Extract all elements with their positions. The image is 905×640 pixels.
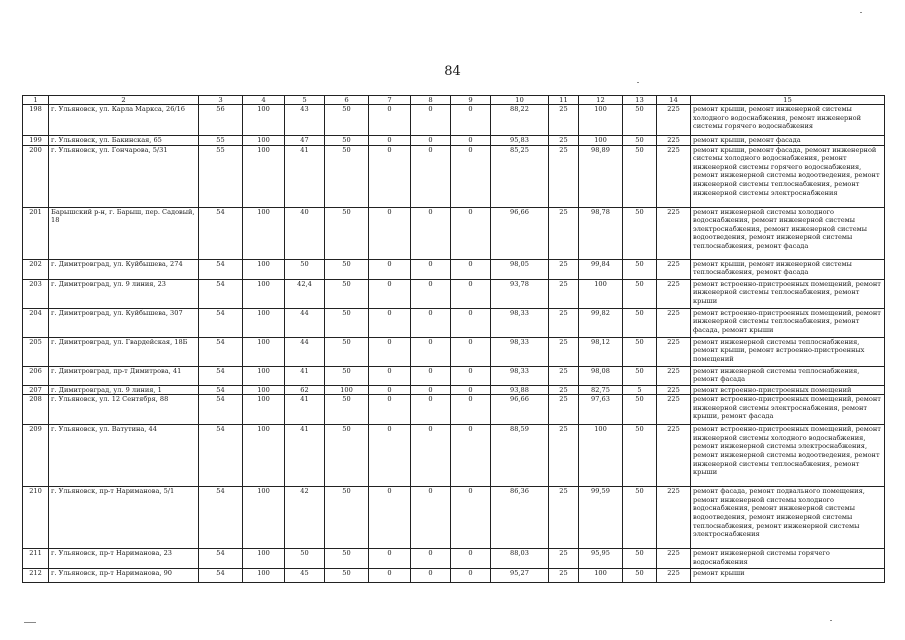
address-cell: г. Димитровград, ул. 9 линия, 23 [49,279,199,308]
table-cell: 54 [199,549,243,569]
table-cell: 225 [657,425,691,487]
column-header-2: 2 [49,96,199,105]
table-cell: 100 [243,207,285,259]
table-cell: 97,63 [579,395,623,425]
works-cell: ремонт крыши, ремонт инженерной системы теплоснабжения, ремонт фасада [691,259,885,279]
works-cell: ремонт фасада, ремонт подвального помещения, ремонт инженерной системы холодного водоснабжения, ремонт инженерной системы водоотведения, ремонт инженерной системы теплоснабжения, ремонт инженерной системы электроснабжения [691,487,885,549]
table-cell: 54 [199,259,243,279]
table-cell: 54 [199,366,243,385]
scan-speck [24,622,36,623]
table-cell: 86,36 [491,487,549,549]
column-header-9: 9 [451,96,491,105]
column-header-14: 14 [657,96,691,105]
table-cell: 0 [411,105,451,136]
table-row [23,136,885,146]
table-cell: 50 [325,308,369,337]
table-cell: 0 [451,425,491,487]
table-cell: 0 [451,207,491,259]
table-cell: 100 [243,569,285,583]
table-cell: 93,88 [491,385,549,395]
table-cell: 50 [623,145,657,207]
table-cell: 93,78 [491,279,549,308]
scan-speck [860,12,862,13]
row-number-cell: 212 [23,569,49,583]
table-cell: 98,33 [491,337,549,366]
table-cell: 225 [657,136,691,146]
table-cell: 99,59 [579,487,623,549]
table-cell: 0 [369,487,411,549]
table-cell: 100 [243,487,285,549]
works-cell: ремонт встроенно-пристроенных помещений, ремонт инженерной системы холодного водоснабжения, ремонт инженерной системы электроснабжения, ремонт инженерной системы водоотведения, ремонт инженерной системы теплоснабжения, ремонт крыши [691,425,885,487]
table-cell: 100 [243,259,285,279]
column-header-4: 4 [243,96,285,105]
table-cell: 54 [199,279,243,308]
table-cell: 225 [657,395,691,425]
table-cell: 50 [325,207,369,259]
table-cell: 41 [285,366,325,385]
table-cell: 25 [549,487,579,549]
table-cell: 50 [285,549,325,569]
address-cell: г. Ульяновск, ул. 12 Сентября, 88 [49,395,199,425]
table-cell: 0 [411,366,451,385]
works-cell: ремонт инженерной системы горячего водоснабжения [691,549,885,569]
table-cell: 0 [369,105,411,136]
table-cell: 98,33 [491,308,549,337]
table-cell: 50 [325,569,369,583]
table-cell: 225 [657,279,691,308]
table-cell: 82,75 [579,385,623,395]
table-cell: 50 [325,395,369,425]
row-number-cell: 202 [23,259,49,279]
data-table [22,95,885,583]
address-cell: г. Ульяновск, ул. Бакинская, 65 [49,136,199,146]
table-cell: 100 [579,279,623,308]
table-cell: 50 [325,105,369,136]
table-cell: 96,66 [491,207,549,259]
works-cell: ремонт встроенно-пристроенных помещений, ремонт инженерной системы теплоснабжения, ремонт фасада, ремонт крыши [691,308,885,337]
table-cell: 50 [325,259,369,279]
address-cell: г. Димитровград, пр-т Димитрова, 41 [49,366,199,385]
table-cell: 225 [657,549,691,569]
table-cell: 0 [369,207,411,259]
table-cell: 50 [325,487,369,549]
table-cell: 0 [451,259,491,279]
address-cell: г. Ульяновск, пр-т Нариманова, 90 [49,569,199,583]
table-cell: 50 [623,337,657,366]
table-cell: 0 [411,425,451,487]
row-number-cell: 204 [23,308,49,337]
works-cell: ремонт крыши [691,569,885,583]
table-cell: 98,08 [579,366,623,385]
table-cell: 25 [549,366,579,385]
table-cell: 100 [579,136,623,146]
table-cell: 95,95 [579,549,623,569]
table-cell: 88,59 [491,425,549,487]
address-cell: г. Димитровград, ул. Гвардейская, 18Б [49,337,199,366]
table-cell: 54 [199,207,243,259]
table-row [23,337,885,366]
table-cell: 50 [623,569,657,583]
table-cell: 0 [369,385,411,395]
table-cell: 0 [411,259,451,279]
table-cell: 47 [285,136,325,146]
table-cell: 50 [325,145,369,207]
table-cell: 50 [623,207,657,259]
address-cell: г. Ульяновск, ул. Карла Маркса, 26/16 [49,105,199,136]
address-cell: Барышский р-н, г. Барыш, пер. Садовый, 18 [49,207,199,259]
table-cell: 95,83 [491,136,549,146]
row-number-cell: 208 [23,395,49,425]
table-cell: 98,33 [491,366,549,385]
column-header-7: 7 [369,96,411,105]
table-cell: 5 [623,385,657,395]
works-cell: ремонт инженерной системы теплоснабжения, ремонт крыши, ремонт встроенно-пристроенных помещений [691,337,885,366]
table-cell: 42 [285,487,325,549]
table-cell: 225 [657,487,691,549]
table-cell: 99,84 [579,259,623,279]
table-cell: 100 [243,395,285,425]
table-row [23,207,885,259]
table-cell: 100 [579,105,623,136]
table-cell: 25 [549,105,579,136]
table-cell: 98,78 [579,207,623,259]
table-cell: 95,27 [491,569,549,583]
row-number-cell: 200 [23,145,49,207]
table-cell: 50 [325,337,369,366]
table-cell: 50 [623,105,657,136]
table-cell: 50 [623,136,657,146]
scan-speck [637,82,639,83]
row-number-cell: 210 [23,487,49,549]
table-row [23,549,885,569]
table-cell: 100 [325,385,369,395]
table-cell: 41 [285,425,325,487]
address-cell: г. Димитровград, ул. Куйбышева, 307 [49,308,199,337]
table-cell: 50 [623,425,657,487]
table-cell: 0 [411,385,451,395]
table-cell: 225 [657,308,691,337]
table-cell: 54 [199,337,243,366]
table-cell: 50 [623,549,657,569]
table-cell: 225 [657,385,691,395]
table-cell: 62 [285,385,325,395]
scan-speck [830,620,832,621]
table-cell: 0 [369,337,411,366]
table-cell: 40 [285,207,325,259]
table-cell: 55 [199,136,243,146]
works-cell: ремонт крыши, ремонт фасада [691,136,885,146]
table-cell: 0 [451,136,491,146]
table-cell: 0 [451,385,491,395]
table-cell: 0 [369,145,411,207]
table-body [23,105,885,583]
column-header-8: 8 [411,96,451,105]
column-header-10: 10 [491,96,549,105]
works-cell: ремонт инженерной системы холодного водоснабжения, ремонт инженерной системы электроснабжения, ремонт инженерной системы водоотведения, ремонт инженерной системы теплоснабжения, ремонт фасада [691,207,885,259]
table-cell: 25 [549,549,579,569]
table-cell: 56 [199,105,243,136]
table-cell: 54 [199,569,243,583]
table-cell: 0 [411,549,451,569]
column-header-11: 11 [549,96,579,105]
table-cell: 0 [369,259,411,279]
table-cell: 50 [285,259,325,279]
table-cell: 0 [369,136,411,146]
table-cell: 0 [451,308,491,337]
table-cell: 50 [623,308,657,337]
row-number-cell: 207 [23,385,49,395]
table-cell: 85,25 [491,145,549,207]
table-cell: 0 [369,425,411,487]
table-cell: 0 [451,145,491,207]
table-cell: 100 [243,279,285,308]
table-cell: 25 [549,569,579,583]
table-cell: 50 [325,425,369,487]
table-cell: 0 [451,549,491,569]
address-cell: г. Димитровград, ул. 9 линия, 1 [49,385,199,395]
row-number-cell: 211 [23,549,49,569]
table-cell: 42,4 [285,279,325,308]
table-cell: 25 [549,308,579,337]
table-cell: 41 [285,395,325,425]
table-row [23,425,885,487]
table-cell: 98,89 [579,145,623,207]
address-cell: г. Ульяновск, пр-т Нариманова, 23 [49,549,199,569]
table-cell: 50 [325,549,369,569]
column-header-13: 13 [623,96,657,105]
table-cell: 100 [243,136,285,146]
table-cell: 88,03 [491,549,549,569]
table-cell: 0 [411,136,451,146]
table-cell: 44 [285,308,325,337]
table-cell: 0 [411,569,451,583]
table-cell: 25 [549,259,579,279]
table-row [23,105,885,136]
table-cell: 0 [411,395,451,425]
table-cell: 0 [451,395,491,425]
table-cell: 50 [325,366,369,385]
page-number: 84 [444,64,461,79]
table-cell: 25 [549,279,579,308]
table-cell: 100 [243,145,285,207]
table-cell: 50 [623,487,657,549]
table-cell: 96,66 [491,395,549,425]
table-cell: 54 [199,487,243,549]
table-cell: 0 [451,569,491,583]
table-cell: 50 [325,136,369,146]
row-number-cell: 198 [23,105,49,136]
table-cell: 100 [243,425,285,487]
row-number-cell: 199 [23,136,49,146]
table-cell: 25 [549,395,579,425]
table-cell: 50 [623,395,657,425]
table-cell: 225 [657,569,691,583]
table-cell: 100 [243,385,285,395]
table-cell: 0 [451,105,491,136]
table-cell: 0 [411,337,451,366]
row-number-cell: 201 [23,207,49,259]
table-cell: 44 [285,337,325,366]
address-cell: г. Ульяновск, ул. Гончарова, 5/31 [49,145,199,207]
table-cell: 225 [657,337,691,366]
table-cell: 25 [549,207,579,259]
table-cell: 100 [243,337,285,366]
works-cell: ремонт крыши, ремонт инженерной системы холодного водоснабжения, ремонт инженерной системы горячего водоснабжения [691,105,885,136]
table-cell: 0 [369,308,411,337]
table-cell: 25 [549,385,579,395]
table-cell: 25 [549,145,579,207]
table-cell: 0 [369,395,411,425]
table-row [23,569,885,583]
table-row [23,308,885,337]
column-header-3: 3 [199,96,243,105]
column-header-6: 6 [325,96,369,105]
table-row [23,366,885,385]
table-cell: 54 [199,308,243,337]
address-cell: г. Ульяновск, пр-т Нариманова, 5/1 [49,487,199,549]
column-header-12: 12 [579,96,623,105]
works-cell: ремонт встроенно-пристроенных помещений [691,385,885,395]
table-cell: 225 [657,366,691,385]
works-cell: ремонт инженерной системы теплоснабжения, ремонт фасада [691,366,885,385]
table-row [23,259,885,279]
works-cell: ремонт крыши, ремонт фасада, ремонт инженерной системы холодного водоснабжения, ремонт инженерной системы горячего водоснабжения, ремонт инженерной системы водоотведения, ремонт инженерной системы теплоснабжения, ремонт инженерной системы электроснабжения [691,145,885,207]
table-row [23,279,885,308]
table-cell: 54 [199,395,243,425]
table-cell: 50 [325,279,369,308]
column-header-1: 1 [23,96,49,105]
address-cell: г. Димитровград, ул. Куйбышева, 274 [49,259,199,279]
table-cell: 0 [411,487,451,549]
table-cell: 0 [369,366,411,385]
column-header-5: 5 [285,96,325,105]
table-cell: 50 [623,259,657,279]
table-header-row [23,96,885,105]
row-number-cell: 205 [23,337,49,366]
table-cell: 0 [411,207,451,259]
row-number-cell: 206 [23,366,49,385]
row-number-cell: 209 [23,425,49,487]
table-cell: 225 [657,207,691,259]
table-cell: 0 [451,366,491,385]
table-row [23,487,885,549]
address-cell: г. Ульяновск, ул. Ватутина, 44 [49,425,199,487]
table-cell: 0 [369,569,411,583]
table-cell: 0 [369,549,411,569]
table-row [23,145,885,207]
table-cell: 0 [451,337,491,366]
table-row [23,385,885,395]
works-cell: ремонт встроенно-пристроенных помещений, ремонт инженерной системы электроснабжения, ремонт крыши, ремонт фасада [691,395,885,425]
table-cell: 50 [623,366,657,385]
table-cell: 25 [549,136,579,146]
table-cell: 99,82 [579,308,623,337]
table-cell: 100 [579,569,623,583]
row-number-cell: 203 [23,279,49,308]
table-cell: 0 [411,145,451,207]
column-header-15: 15 [691,96,885,105]
table-cell: 100 [243,366,285,385]
table-row [23,395,885,425]
table-cell: 0 [411,279,451,308]
table-cell: 0 [369,279,411,308]
table-cell: 225 [657,105,691,136]
table-cell: 100 [579,425,623,487]
table-cell: 0 [451,487,491,549]
table-cell: 45 [285,569,325,583]
works-cell: ремонт встроенно-пристроенных помещений, ремонт инженерной системы теплоснабжения, ремонт крыши [691,279,885,308]
table-cell: 54 [199,385,243,395]
table-cell: 225 [657,145,691,207]
table-cell: 100 [243,308,285,337]
table-cell: 98,12 [579,337,623,366]
table-cell: 25 [549,337,579,366]
table-cell: 50 [623,279,657,308]
table-cell: 100 [243,549,285,569]
table-cell: 41 [285,145,325,207]
table-cell: 0 [451,279,491,308]
table-cell: 225 [657,259,691,279]
table-cell: 98,05 [491,259,549,279]
table-cell: 55 [199,145,243,207]
table-cell: 43 [285,105,325,136]
table-cell: 54 [199,425,243,487]
table-cell: 0 [411,308,451,337]
table-cell: 88,22 [491,105,549,136]
table-cell: 100 [243,105,285,136]
table-cell: 25 [549,425,579,487]
